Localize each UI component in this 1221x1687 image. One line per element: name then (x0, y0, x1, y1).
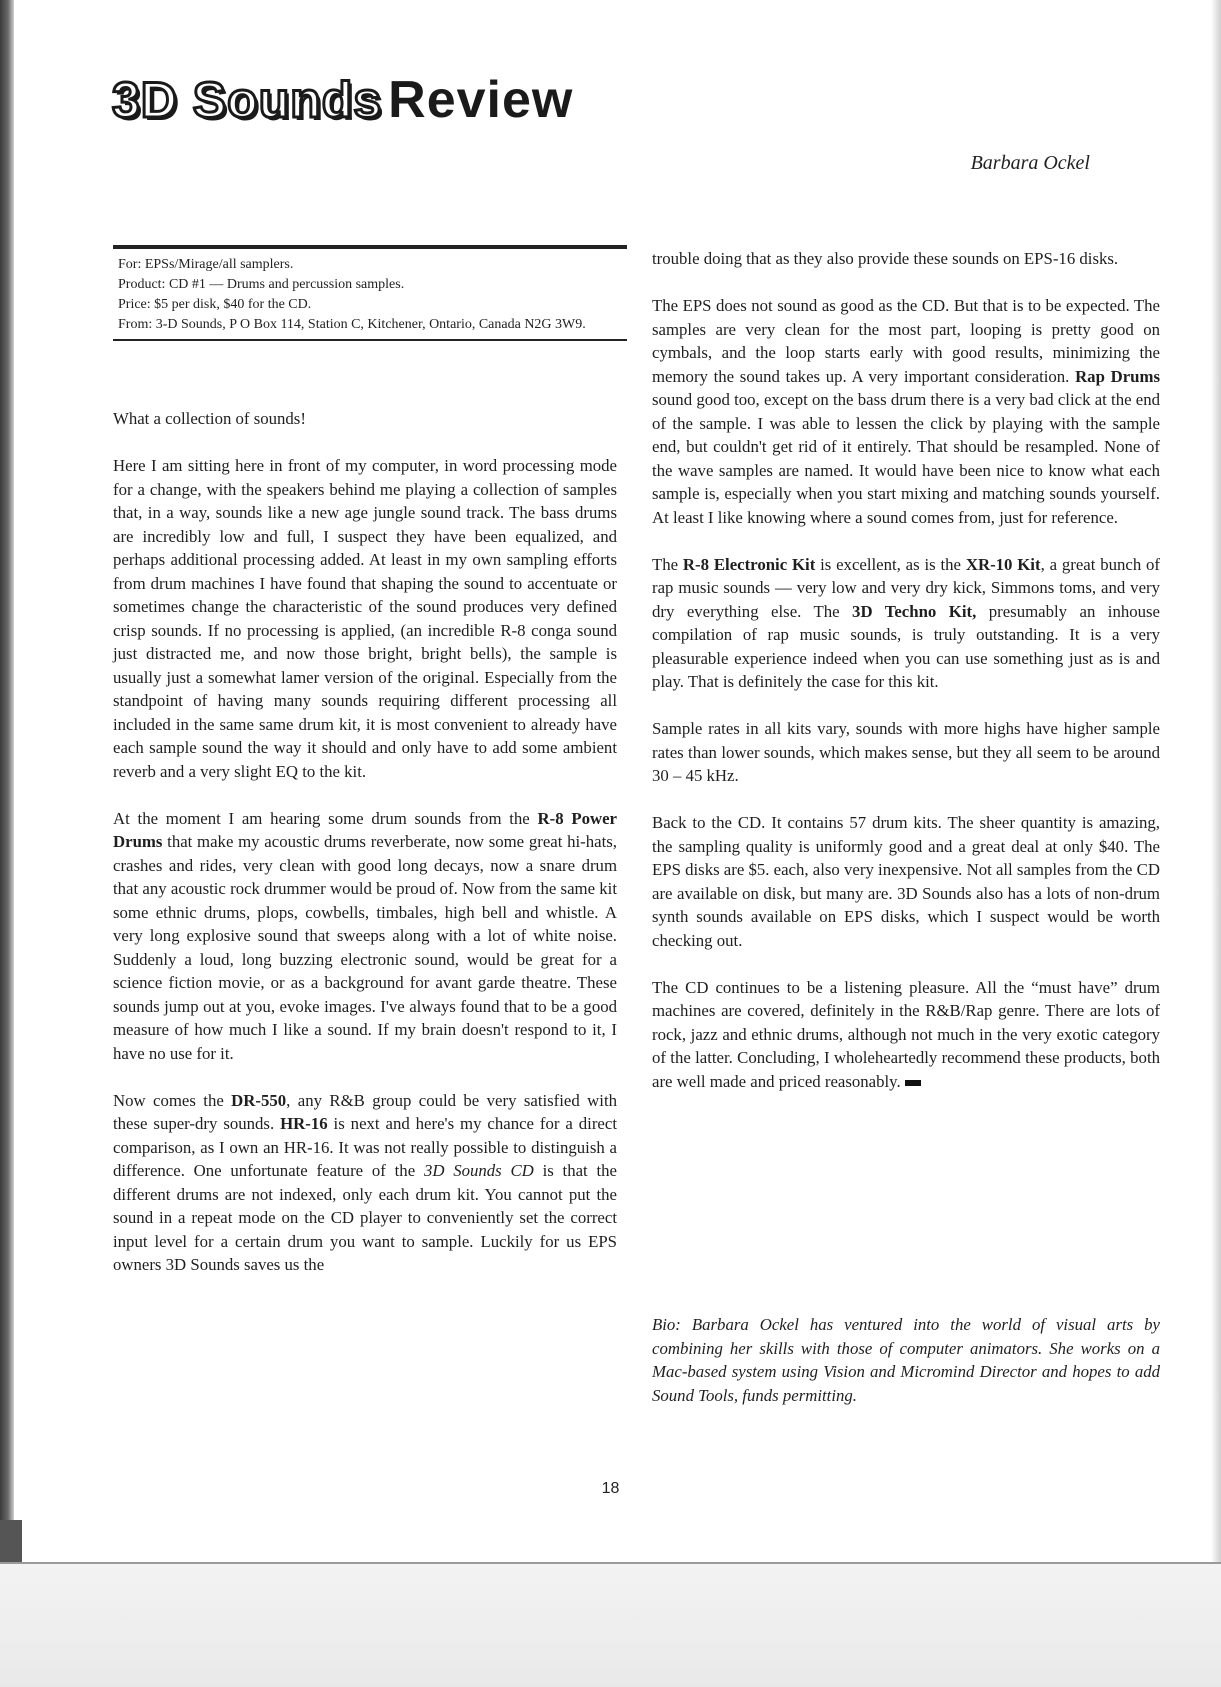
right-column (652, 247, 1160, 1117)
info-price: Price: $5 per disk, $40 for the CD. (118, 297, 312, 312)
paragraph (113, 1089, 617, 1277)
bold-run: R-8 Electronic Kit (682, 554, 816, 574)
info-product: Product: CD #1 — Drums and percussion samples. (118, 277, 405, 292)
paragraph: Here I am sitting here in front of my computer, in word processing mode for a change, with the speakers behind me playing a collection of samples that, in a way, sounds like a new age jungle sound track. The bass drums are incredibly low and full, I suspect they have been equalized, and perhaps additional processing added. At least in my own sampling efforts from drum machines I have found that shaping the sound to accentuate or sometimes change the characteristic of the sound produces very defined crisp sounds. If no processing is applied, (an incredible R-8 conga sound just distracted me, and now those bright, bright bells), the sample is usually just a somewhat lamer version of the original. Especially from the standpoint of having many sounds requiring different processing all included in the same same drum kit, it is most convenient to already have each sample sound the way it should and only have to add some ambient reverb and a very slight EQ to the kit. (113, 456, 617, 781)
info-for: For: EPSs/Mirage/all samplers. (118, 257, 294, 272)
author-bio (652, 1313, 1160, 1431)
text-run: is that the different drums are not indexed, only each drum kit. You cannot put the sound in a repeat mode on the CD player to conveniently set the correct input level for a certain drum you want to sample. Luckily for us EPS owners 3D Sounds saves us the (113, 1161, 618, 1274)
3d-sounds-logo: 3D Sounds (112, 72, 383, 128)
paragraph: trouble doing that as they also provide these sounds on EPS-16 disks. (652, 249, 1119, 268)
paragraph (652, 294, 1160, 529)
text-run: that make my acoustic drums reverberate, now some great hi-hats, crashes and rides, very clean with good long decays, now a snare drum that any acoustic rock drummer would be proud of. Now from the same kit some ethnic drums, plops, cowbells, timbales, high bell and whistle. A very long explosive sound that sweeps along with a lot of white noise. Suddenly a loud, long buzzing electronic sound, would be great for a science fiction movie, or as a background for avant garde theatre. These sounds jump out at you, evoke images. I've always found that to be a good measure of how much I like a sound. If my brain doesn't respond to it, I have no use for it. (113, 832, 617, 1063)
text-run: sound good too, except on the bass drum there is a very bad click at the end of the sample. I was able to lessen the click by playing with the sample end, but couldn't get rid of it entirely. That should be resampled. None of the wave samples are named. It would have been nice to know what each sample is, especially when you start mixing and matching sounds yourself. At least I like knowing where a sound comes from, just for reference. (652, 390, 1160, 527)
page-number: 18 (601, 1480, 620, 1497)
paragraph (652, 976, 1160, 1094)
bold-run: HR-16 (280, 1114, 328, 1133)
scan-edge-right (1211, 0, 1221, 1685)
title-word: Review (388, 71, 574, 129)
paragraph: Back to the CD. It contains 57 drum kits. The sheer quantity is amazing, the sampling quality is uniformly good and a great deal at only $40. The EPS disks are $5. each, also very inexpensive. Not all samples from the CD are available on disk, but many are. 3D Sounds also has a lots of non-drum synth sounds available on EPS disks, which I suspect would be worth checking out. (652, 813, 1160, 950)
scan-edge-left (0, 0, 14, 1685)
text-run: The CD continues to be a listening pleasure. All the “must have” drum machines are covered, definitely in the R&B/Rap genre. There are lots of rock, jazz and ethnic drums, although not much in the very exotic category of the latter. Concluding, I wholeheartedly recommend these products, both are well made and priced reasonably. (652, 977, 1160, 1091)
product-info-box (113, 245, 627, 341)
bold-run: DR-550 (231, 1090, 287, 1110)
text-run: Now comes the (113, 1090, 232, 1110)
text-run: is next and here's my chance for a direct comparison, as I own an HR-16. It was not really possible to distinguish a difference. One unfortunate feature of the (113, 1114, 617, 1180)
bold-run: 3D Techno Kit, (852, 601, 977, 621)
text-run: is excellent, as is the (815, 554, 966, 574)
text-run: presumably an inhouse compilation of rap music sounds, is truly outstanding. It is a very pleasurable experience indeed when you can use something just as is and play. That is definitely the case for this kit. (652, 601, 1160, 691)
bold-run: XR-10 Kit (965, 554, 1041, 574)
text-run: , any R&B group could be very satisfied with these super-dry sounds. (113, 1090, 617, 1133)
text-run: The EPS does not sound as good as the CD. But that is to be expected. The samples are very clean for the most part, looping is pretty good on cymbals, and the loop starts early with good results, minimizing the memory the sound takes up. A very important consideration. (652, 296, 1160, 386)
text-run: , a great bunch of rap music sounds — very low and very dry kick, Simmons toms, and very dry everything else. The (652, 554, 1161, 621)
bold-run: R-8 Power Drums (113, 808, 618, 851)
article-title (112, 70, 573, 140)
paragraph (652, 553, 1160, 694)
left-column (113, 407, 617, 1300)
text-run: The (652, 554, 683, 574)
text-run: At the moment I am hearing some drum sounds from the (113, 808, 538, 828)
author-byline: Barbara Ockel (970, 152, 1090, 174)
italic-run: 3D Sounds CD (423, 1161, 534, 1180)
scan-bottom-margin (0, 1562, 1221, 1687)
end-of-article-mark (905, 1080, 921, 1086)
paragraph: Sample rates in all kits vary, sounds with more highs have higher sample rates than lower sounds, which makes sense, but they all seem to be around 30 – 45 kHz. (652, 719, 1160, 785)
bold-run: Rap Drums (1075, 366, 1160, 386)
info-from: From: 3-D Sounds, P O Box 114, Station C, Kitchener, Ontario, Canada N2G 3W9. (118, 317, 586, 332)
paragraph: What a collection of sounds! (113, 409, 306, 428)
paragraph (113, 807, 617, 1066)
bio-paragraph: Bio: Barbara Ockel has ventured into the world of visual arts by combining her skills with those of computer animators. She works on a Mac-based system using Vision and Micromind Director and hopes to add Sound Tools, funds permitting. (652, 1315, 1160, 1405)
